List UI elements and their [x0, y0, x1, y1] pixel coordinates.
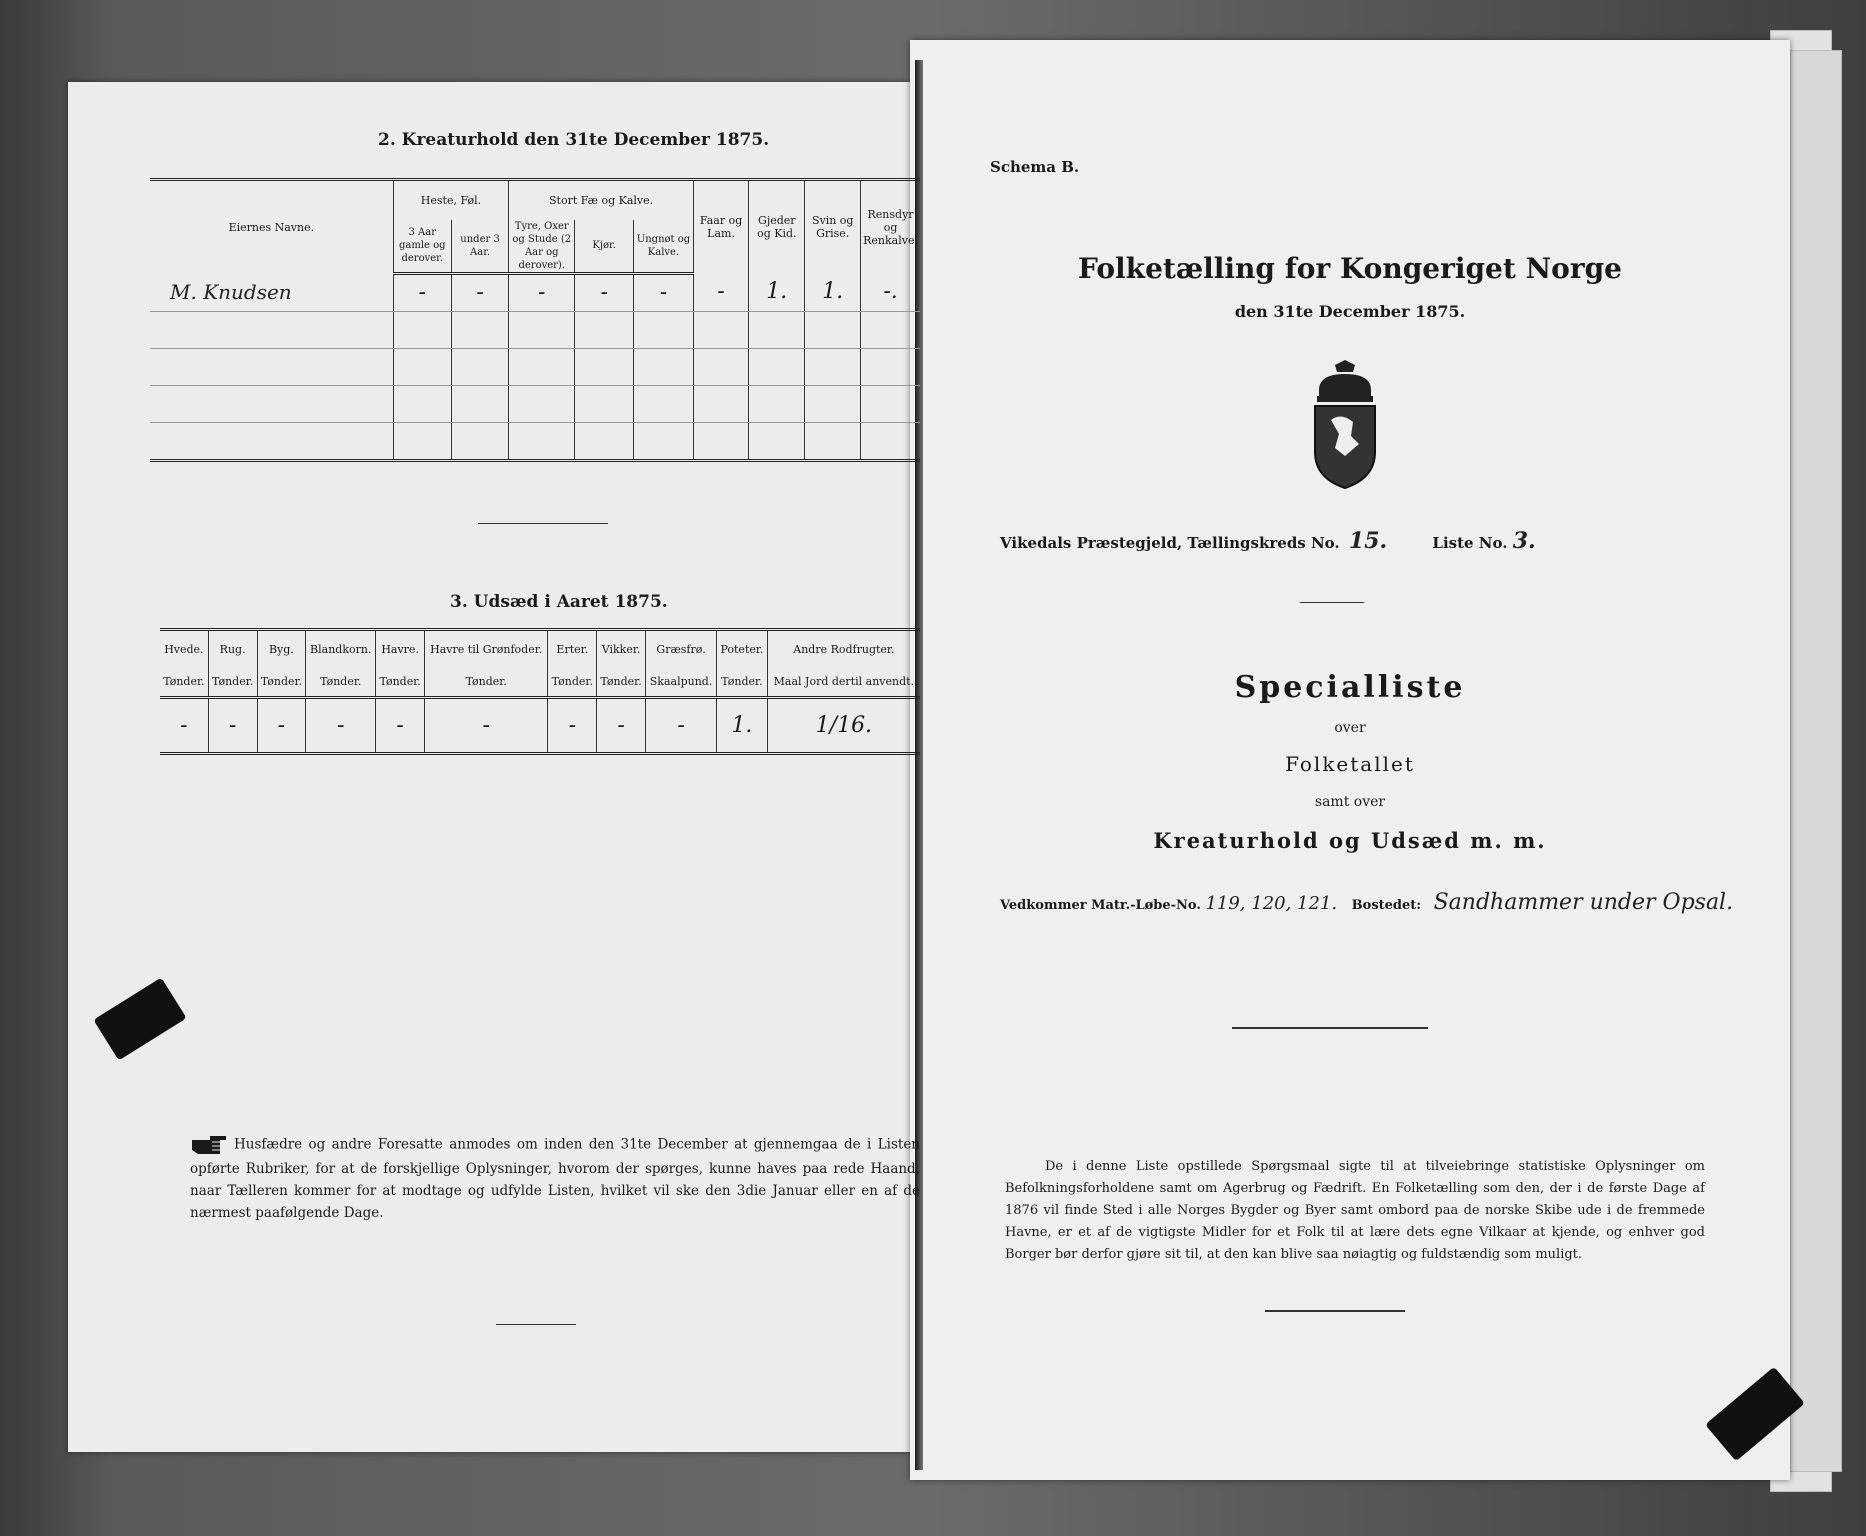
parish-label: Vikedals Præstegjeld, [1000, 534, 1183, 552]
seed-value: - [425, 698, 548, 754]
seed-col-name: Vikker. [597, 630, 646, 668]
folketallet-text: Folketallet [1285, 752, 1415, 776]
seed-col-name: Byg. [257, 630, 306, 668]
col-horses-young: under 3 Aar. [451, 220, 508, 274]
seed-value: - [645, 698, 716, 754]
seed-col-unit: Tønder. [160, 668, 208, 698]
col-young-cattle: Ungnøt og Kalve. [634, 220, 694, 274]
matr-label: Vedkommer Matr.-Løbe-No. [1000, 898, 1201, 913]
table-row [150, 385, 920, 422]
cell-horses-young: - [451, 273, 508, 311]
seed-value: 1. [717, 698, 768, 754]
district-label: Tællingskreds No. [1187, 534, 1340, 552]
col-cattle-group: Stort Fæ og Kalve. [509, 180, 694, 220]
notice-text [190, 1132, 920, 1224]
col-horses-old: 3 Aar gamle og derover. [393, 220, 451, 274]
seed-value: - [597, 698, 646, 754]
seed-col-unit: Tønder. [717, 668, 768, 698]
seed-value: - [376, 698, 425, 754]
matr-line [1000, 890, 1733, 915]
schema-label: Schema B. [990, 158, 1080, 176]
seed-col-unit: Tønder. [425, 668, 548, 698]
divider [478, 523, 608, 524]
seed-col-unit: Maal Jord dertil anvendt. [767, 668, 920, 698]
table-row [150, 311, 920, 348]
notice-body: Husfædre og andre Foresatte anmodes om inden den 31te December at gjennemgaa de i Listen opførte Rubriker, for at de forskjellige Oplysninger, hvorom der spørges, kunne haves paa rede Haand, naar Tælleren kommer for at modtage og udfylde Listen, hvilket vil ske den 3die Januar eller en af de nærmest paafølgende Dage. [190, 1136, 920, 1221]
section3-title: 3. Udsæd i Aaret 1875. [450, 592, 668, 612]
bostedet-value: Sandhammer under Opsal. [1433, 890, 1734, 915]
seed-value: - [160, 698, 208, 754]
divider [1265, 1310, 1405, 1312]
cell-horses-old: - [393, 273, 451, 311]
col-sheep: Faar og Lam. [693, 180, 748, 274]
seed-value: 1/16. [767, 698, 920, 754]
owner-name: M. Knudsen [150, 273, 393, 311]
seed-col-name: Havre. [376, 630, 425, 668]
cell-sheep: - [693, 273, 748, 311]
pointing-hand-icon [190, 1132, 228, 1158]
seed-col-name: Erter. [548, 630, 597, 668]
seed-col-unit: Tønder. [548, 668, 597, 698]
divider [1232, 1027, 1428, 1029]
list-label: Liste No. [1432, 534, 1508, 552]
seed-col-unit: Tønder. [376, 668, 425, 698]
seed-col-name: Poteter. [717, 630, 768, 668]
col-pigs: Svin og Grise. [805, 180, 861, 274]
divider [1300, 602, 1364, 603]
over-text: over [1334, 720, 1366, 736]
seed-col-name: Blandkorn. [306, 630, 376, 668]
intro-paragraph: De i denne Liste opstillede Spørgsmaal sigte til at tilveiebringe statistiske Oplysninger om Befolkningsforholdene samt om Agerbrug og Fædrift. En Folketælling som den, der i de første Dage af 1876 vil finde Sted i alle Norges Bygder og Byer samt ombord paa de norske Skibe ude i de fremmede Havne, er et af de vigtigste Midler for et Folk til at lære dets egne Vilkaar at kjende, og enhver god Borger bør derfor gjøre sit til, at den kan blive saa nøiagtig og fuldstændig som muligt. [1005, 1159, 1705, 1262]
census-date: den 31te December 1875. [1234, 302, 1466, 321]
samt-over-text: samt over [1314, 794, 1386, 810]
seed-col-name: Andre Rodfrugter. [767, 630, 920, 668]
seed-col-name: Græsfrø. [645, 630, 716, 668]
col-goats: Gjeder og Kid. [749, 180, 805, 274]
main-title: Folketælling for Kongeriget Norge [1078, 252, 1622, 285]
seed-col-name: Rug. [208, 630, 257, 668]
matr-value: 119, 120, 121. [1205, 893, 1338, 914]
cell-pigs: 1. [805, 273, 861, 311]
table-row [150, 422, 920, 460]
table-row [150, 348, 920, 385]
col-cows: Kjør. [575, 220, 634, 274]
seed-value: - [306, 698, 376, 754]
district-value: 15. [1348, 528, 1388, 554]
cell-reindeer: -. [861, 273, 920, 311]
col-owner: Eiernes Navne. [150, 180, 393, 274]
seed-col-name: Hvede. [160, 630, 208, 668]
cell-cows: - [575, 273, 634, 311]
seed-value: - [208, 698, 257, 754]
table-row [160, 698, 920, 754]
seed-col-unit: Tønder. [597, 668, 646, 698]
norway-coat-of-arms-icon [1305, 360, 1385, 490]
special-title: Specialliste [1234, 670, 1466, 705]
seed-col-unit: Tønder. [208, 668, 257, 698]
parish-line [1000, 528, 1536, 554]
col-bulls: Tyre, Oxer og Stude (2 Aar og derover). [509, 220, 575, 274]
page-edge [1790, 50, 1842, 1472]
seed-table [160, 628, 920, 755]
livestock-table [150, 178, 920, 462]
cell-goats: 1. [749, 273, 805, 311]
section2-title: 2. Kreaturhold den 31te December 1875. [378, 130, 770, 150]
col-reindeer: Rensdyr og Renkalve. [861, 180, 920, 274]
seed-col-unit: Tønder. [306, 668, 376, 698]
list-value: 3. [1512, 528, 1536, 554]
divider [496, 1324, 576, 1325]
seed-value: - [548, 698, 597, 754]
col-horses-group: Heste, Føl. [393, 180, 509, 220]
seed-col-name: Havre til Grønfoder. [425, 630, 548, 668]
seed-value: - [257, 698, 306, 754]
bostedet-label: Bostedet: [1351, 898, 1422, 913]
cell-bulls: - [509, 273, 575, 311]
table-row [150, 273, 920, 311]
kreaturhold-text: Kreaturhold og Udsæd m. m. [1153, 828, 1547, 853]
seed-col-unit: Skaalpund. [645, 668, 716, 698]
cell-young-cattle: - [634, 273, 694, 311]
seed-col-unit: Tønder. [257, 668, 306, 698]
